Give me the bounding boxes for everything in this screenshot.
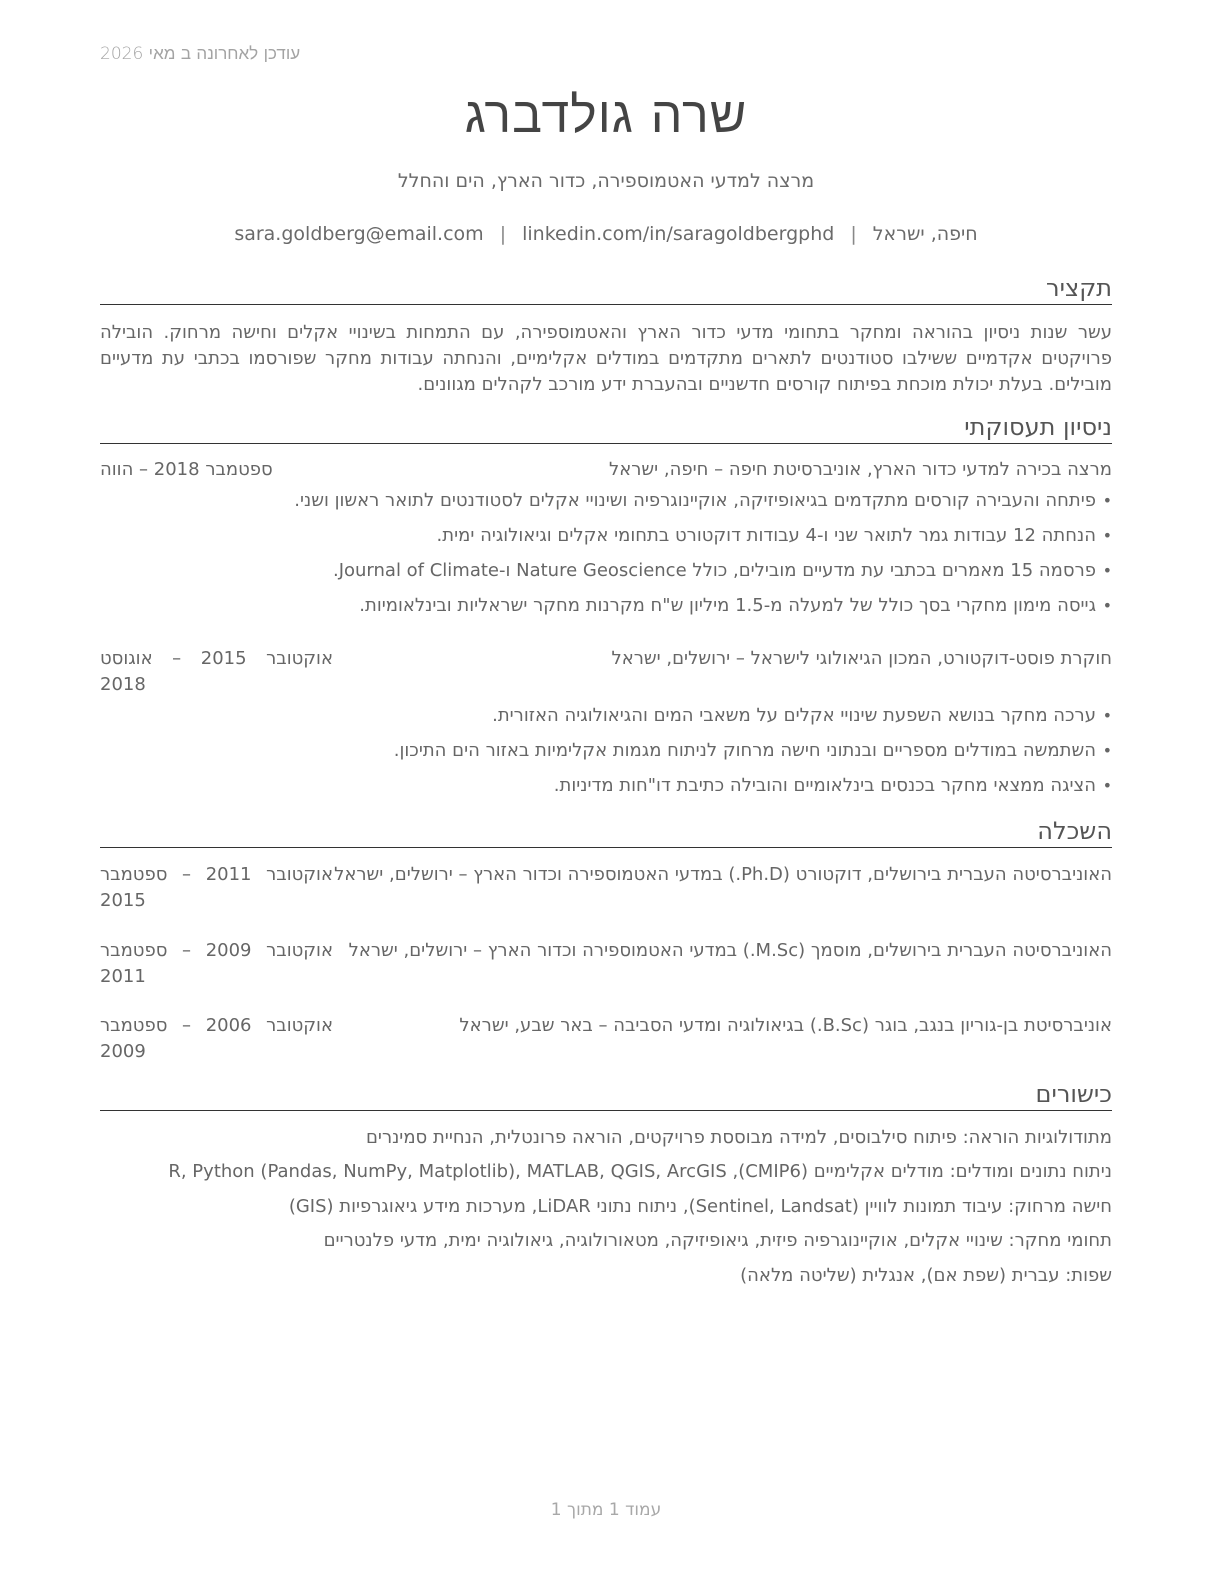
list-item: • השתמשה במודלים מספריים ובנתוני חישה מרחוק לניתוח מגמות אקלימיות באזור הים התיכון. [100,738,1112,773]
job-bullets [100,703,1112,808]
summary-text: עשר שנות ניסיון בהוראה ומחקר בתחומי מדעי כדור הארץ והאטמוספירה, עם התמחות בשינויי אקלים וחישה מרחוק. הובילה פרויקטים אקדמיים ששילבו סטודנטים לתארים מתקדמים במודלים אקלימיים, והנחתה עבודות מחקר שפורסמו בכתבי עת מדעיים מובילים. בעלת יכולת מוכחת בפיתוח קורסים חדשניים ובהעברת ידע מורכב לקהלים מגוונים. [100,322,1112,395]
job-date: אוקטובר 2015 – אוגוסט 2018 [100,648,333,695]
last-updated: עודכן לאחרונה ב מאי 2026 [100,44,301,64]
job-date: ספטמבר 2018 – הווה [100,459,273,480]
job-title: חוקרת פוסט-דוקטורט, המכון הגיאולוגי לישראל – ירושלים, ישראל [611,648,1112,669]
list-item: • פרסמה 15 מאמרים בכתבי עת מדעיים מובילים, כולל Nature Geoscience ו-Journal of Climate. [100,558,1112,593]
contact-separator: | [850,223,857,245]
contact-email[interactable]: sara.goldberg@email.com [234,223,484,245]
education-date: אוקטובר 2006 – ספטמבר 2009 [100,1015,333,1062]
education-title: אוניברסיטת בן-גוריון בנגב, בוגר (B.Sc.) בגיאולוגיה ומדעי הסביבה – באר שבע, ישראל [459,1015,1112,1036]
candidate-name: שרה גולדברג [464,86,748,144]
list-item: • הציגה ממצאי מחקר בכנסים בינלאומיים והובילה כתיבת דו"חות מדיניות. [100,773,1112,808]
education-date: אוקטובר 2009 – ספטמבר 2011 [100,940,333,987]
resume-page [100,0,1112,1584]
list-item: • פיתחה והעבירה קורסים מתקדמים בגיאופיזיקה, אוקיינוגרפיה ושינויי אקלים לסטודנטים לתואר ראשון ושני. [100,488,1112,523]
skill-line: שפות: עברית (שפת אם), אנגלית (שליטה מלאה) [740,1265,1112,1286]
summary-heading: תקציר [100,274,1112,305]
experience-heading: ניסיון תעסוקתי [100,413,1112,444]
list-item: • ערכה מחקר בנושא השפעת שינויי אקלים על משאבי המים והגיאולוגיה האזורית. [100,703,1112,738]
candidate-tagline: מרצה למדעי האטמוספירה, כדור הארץ, הים והחלל [397,170,815,192]
contact-linkedin[interactable]: linkedin.com/in/saragoldbergphd [522,223,835,245]
education-heading: השכלה [100,817,1112,848]
list-item: • גייסה מימון מחקרי בסך כולל של למעלה מ-1.5 מיליון ש"ח מקרנות מחקר ישראליות ובינלאומיות. [100,593,1112,628]
contact-location: חיפה, ישראל [872,223,978,245]
job-bullets [100,488,1112,628]
contact-separator: | [499,223,507,245]
education-title: האוניברסיטה העברית בירושלים, דוקטורט (Ph.D.) במדעי האטמוספירה וכדור הארץ – ירושלים, ישראל [334,864,1112,885]
list-item: • הנחתה 12 עבודות גמר לתואר שני ו-4 עבודות דוקטורט בתחומי אקלים וגיאולוגיה ימית. [100,523,1112,558]
skill-line: תחומי מחקר: שינויי אקלים, אוקיינוגרפיה פיזית, גיאופיזיקה, מטאורולוגיה, גיאולוגיה ימית, מדעי פלנטריים [323,1230,1112,1251]
job-title: מרצה בכירה למדעי כדור הארץ, אוניברסיטת חיפה – חיפה, ישראל [609,459,1112,480]
skill-line: מתודולוגיות הוראה: פיתוח סילבוסים, למידה מבוססת פרויקטים, הוראה פרונטלית, הנחיית סמינרים [365,1127,1112,1148]
page-number: עמוד 1 מתוך 1 [550,1500,662,1520]
skills-heading: כישורים [100,1080,1112,1111]
skill-line: חישה מרחוק: עיבוד תמונות לוויין (Sentinel, Landsat), ניתוח נתוני LiDAR, מערכות מידע גיאוגרפיות (GIS) [288,1196,1112,1217]
contact-line [100,223,1112,245]
education-date: אוקטובר 2011 – ספטמבר 2015 [100,864,333,911]
skill-line: ניתוח נתונים ומודלים: מודלים אקלימיים (CMIP6), R, Python (Pandas, NumPy, Matplotlib), MATLAB, QGIS, ArcGIS [168,1161,1112,1182]
education-title: האוניברסיטה העברית בירושלים, מוסמך (M.Sc.) במדעי האטמוספירה וכדור הארץ – ירושלים, ישראל [348,940,1112,961]
